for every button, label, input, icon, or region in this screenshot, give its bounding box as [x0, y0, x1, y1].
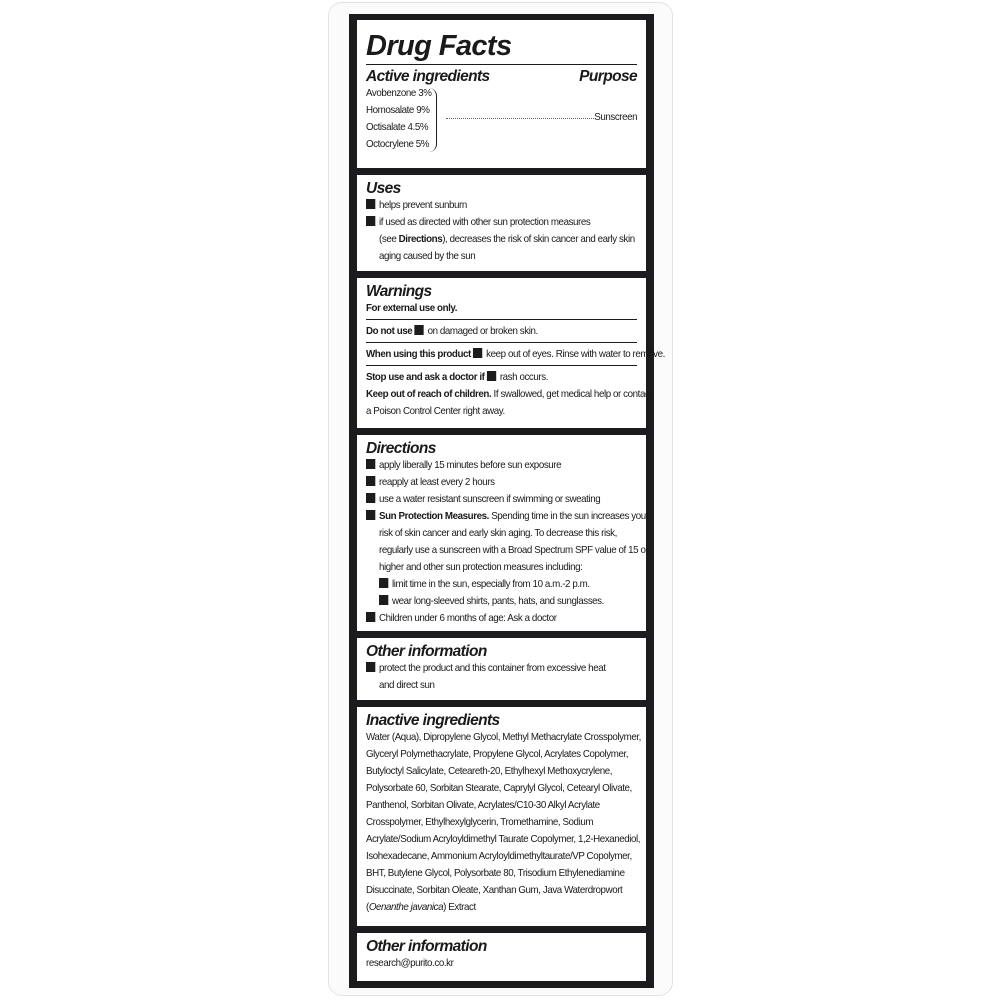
uses-item-cont: (see Directions), decreases the risk of skin cancer and early skin — [379, 233, 635, 245]
inactive-ingredients-section — [357, 707, 646, 926]
directions-heading: Directions — [366, 440, 436, 457]
bullet-square-icon — [415, 325, 424, 335]
when-using-text: When using this product keep out of eyes. Rinse with water to remove. — [366, 348, 665, 360]
bullet-square-icon — [379, 578, 388, 588]
directions-item-cont: regularly use a sunscreen with a Broad Spectrum SPF value of 15 or — [379, 544, 649, 556]
directions-item: reapply at least every 2 hours — [366, 474, 618, 491]
other-info-item: protect the product and this container from excessive heat — [366, 660, 618, 677]
uses-heading: Uses — [366, 180, 401, 197]
inactive-line-last: (Oenanthe javanica) Extract — [366, 901, 476, 913]
active-ingredients-section — [357, 20, 646, 168]
divider — [366, 365, 637, 366]
other-information-heading: Other information — [366, 938, 487, 955]
ingredient: Avobenzone 3% — [366, 87, 432, 99]
inactive-line: Crosspolymer, Ethylhexylglycerin, Tromethamine, Sodium — [366, 816, 594, 828]
directions-item: Sun Protection Measures. Spending time in the sun increases your — [366, 508, 618, 525]
inactive-line: Isohexadecane, Ammonium Acryloyldimethyltaurate/VP Copolymer, — [366, 850, 632, 862]
keep-out-text: Keep out of reach of children. If swallowed, get medical help or contact — [366, 388, 652, 400]
directions-section — [357, 435, 649, 631]
inactive-line: Water (Aqua), Dipropylene Glycol, Methyl Methacrylate Crosspolymer, — [366, 731, 641, 743]
directions-subitem: limit time in the sun, especially from 10 a.m.-2 p.m. — [366, 576, 618, 593]
external-use-text: For external use only. — [366, 302, 458, 314]
uses-item-cont: aging caused by the sun — [379, 250, 476, 262]
bullet-square-icon — [366, 459, 375, 469]
uses-item: if used as directed with other sun protection measures — [366, 214, 618, 231]
bullet-square-icon — [473, 348, 482, 358]
leader-dots — [446, 118, 596, 119]
bullet-square-icon — [366, 510, 375, 520]
inactive-line: Butyloctyl Salicylate, Ceteareth-20, Ethylhexyl Methoxycrylene, — [366, 765, 613, 777]
inactive-line: Polysorbate 60, Sorbitan Stearate, Caprylyl Glycol, Cetearyl Olivate, — [366, 782, 632, 794]
active-ingredients-list — [366, 85, 436, 153]
drug-facts-title: Drug Facts — [366, 30, 512, 62]
inactive-line: BHT, Butylene Glycol, Polysorbate 80, Trisodium Ethylenediamine — [366, 867, 625, 879]
directions-item: Children under 6 months of age: Ask a doctor — [366, 610, 618, 627]
contact-email: research@purito.co.kr — [366, 957, 454, 969]
bullet-square-icon — [487, 371, 496, 381]
directions-item: apply liberally 15 minutes before sun exposure — [366, 457, 618, 474]
bullet-square-icon — [366, 612, 375, 622]
inactive-line: Glyceryl Polymethacrylate, Propylene Glycol, Acrylates Copolymer, — [366, 748, 629, 760]
ingredient: Homosalate 9% — [366, 104, 430, 116]
inactive-line: Acrylate/Sodium Acryloyldimethyl Taurate Copolymer, 1,2-Hexanediol, — [366, 833, 641, 845]
other-info-item-cont: and direct sun — [379, 679, 435, 691]
inactive-ingredients-heading: Inactive ingredients — [366, 712, 500, 729]
uses-section — [357, 175, 646, 271]
contact-section — [357, 933, 646, 981]
keep-out-text-cont: a Poison Control Center right away. — [366, 405, 505, 417]
other-information-section — [357, 638, 646, 700]
warnings-heading: Warnings — [366, 283, 432, 300]
purpose-heading: Purpose — [579, 68, 637, 85]
directions-item-cont: higher and other sun protection measures including: — [379, 561, 583, 573]
bullet-square-icon — [366, 476, 375, 486]
bullet-square-icon — [366, 199, 375, 209]
divider — [366, 64, 637, 65]
warnings-section — [357, 278, 665, 428]
inactive-line: Disuccinate, Sorbitan Oleate, Xanthan Gum, Java Waterdropwort — [366, 884, 623, 896]
bullet-square-icon — [366, 493, 375, 503]
other-information-heading: Other information — [366, 643, 487, 660]
directions-item-cont: risk of skin cancer and early skin aging. To decrease this risk, — [379, 527, 617, 539]
bullet-square-icon — [366, 216, 375, 226]
bullet-square-icon — [366, 662, 375, 672]
divider — [366, 319, 637, 320]
ingredient: Octocrylene 5% — [366, 138, 430, 150]
divider — [366, 342, 637, 343]
do-not-use-text: Do not use on damaged or broken skin. — [366, 325, 538, 337]
active-ingredients-heading: Active ingredients — [366, 68, 490, 85]
purpose-value: Sunscreen — [594, 111, 637, 123]
inactive-line: Panthenol, Sorbitan Olivate, Acrylates/C10-30 Alkyl Acrylate — [366, 799, 600, 811]
stop-use-text: Stop use and ask a doctor if rash occurs. — [366, 371, 549, 383]
directions-subitem: wear long-sleeved shirts, pants, hats, and sunglasses. — [366, 593, 618, 610]
ingredient: Octisalate 4.5% — [366, 121, 429, 133]
uses-item: helps prevent sunburn — [366, 197, 618, 214]
brace-icon — [428, 88, 437, 152]
bullet-square-icon — [379, 595, 388, 605]
directions-item: use a water resistant sunscreen if swimming or sweating — [366, 491, 618, 508]
